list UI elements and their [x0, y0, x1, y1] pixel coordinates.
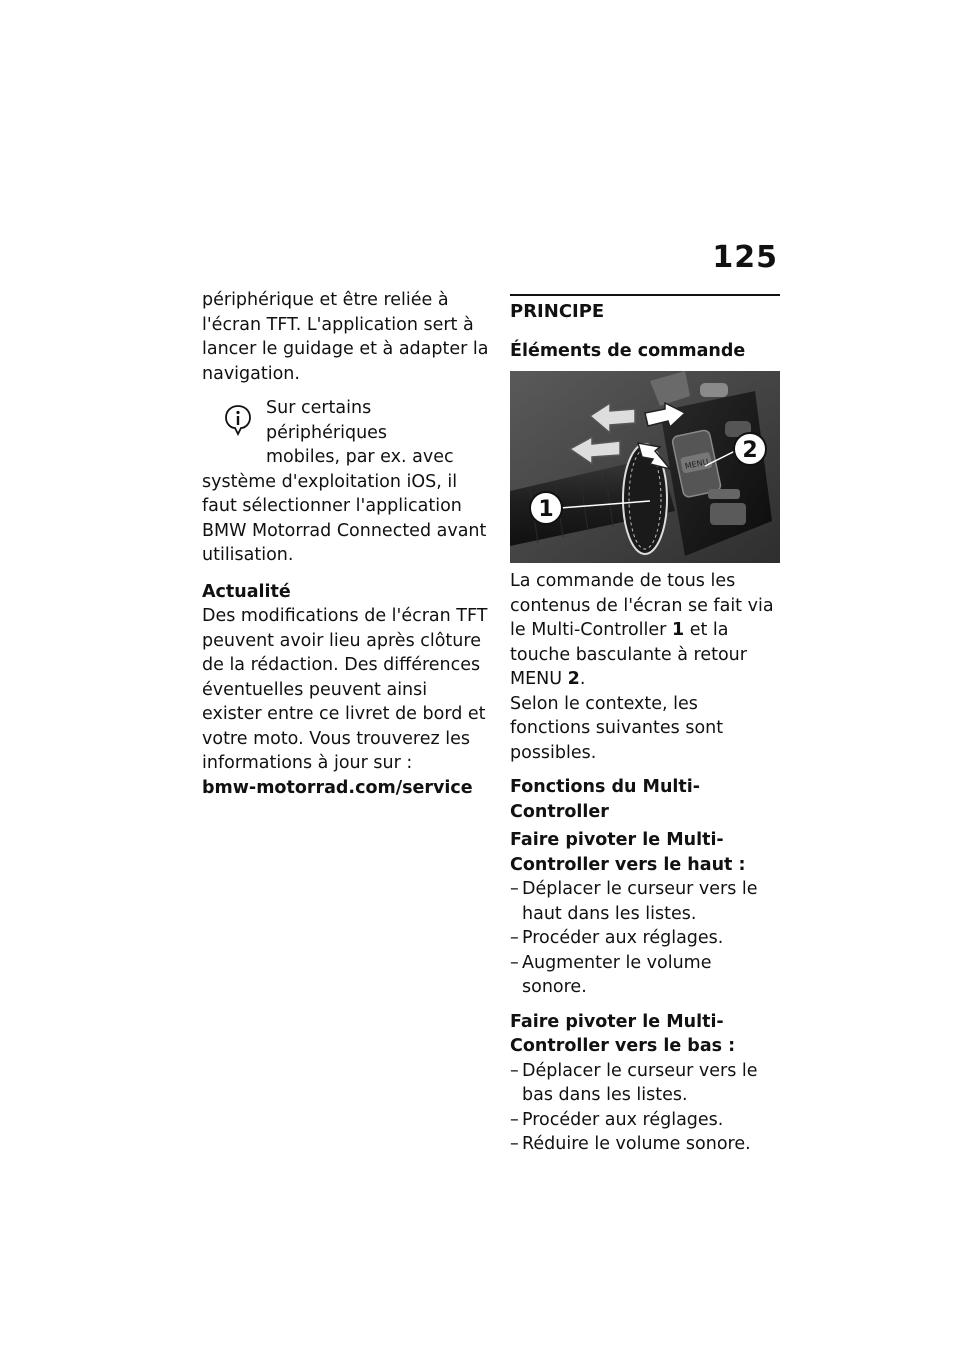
handlebar-illustration — [510, 371, 780, 563]
actualite-heading: Actualité — [202, 581, 291, 602]
description-text-1: La commande de tous les contenus de l'écran se fait via le Multi-Controller — [510, 571, 774, 640]
list-item: – Augmenter le volume sonore. — [510, 951, 780, 1000]
list-item: – Procéder aux réglages. — [510, 926, 780, 951]
info-text-line2: mobiles, par ex. avec — [266, 447, 454, 467]
info-text-rest: système d'exploitation iOS, il faut sélectionner l'application BMW Motorrad Connected avant utilisation. — [202, 471, 487, 565]
intro-paragraph: périphérique et être reliée à l'écran TFT. L'application sert à lancer le guidage et à adapter la navigation. — [202, 290, 489, 384]
description-paragraph — [510, 569, 780, 692]
section-title: PRINCIPE — [510, 301, 605, 322]
info-text-line1: Sur certains périphériques — [266, 398, 388, 443]
subsection-title: Éléments de commande — [510, 340, 746, 361]
menu-label: MENU — [684, 457, 710, 471]
description-text-2: et la touche basculante à retour MENU — [510, 620, 747, 689]
info-note — [202, 396, 492, 568]
description-ref-1: 1 — [671, 620, 685, 640]
description-ref-2: 2 — [567, 669, 580, 689]
list-item: – Déplacer le curseur vers le haut dans les listes. — [510, 877, 780, 926]
callout-2: 2 — [742, 438, 758, 463]
rotate-down-list — [510, 1059, 780, 1157]
service-link[interactable]: bmw-motorrad.com/service — [202, 777, 473, 798]
section-divider — [510, 294, 780, 325]
functions-heading: Fonctions du Multi-Controller — [510, 777, 701, 822]
rotate-up-heading: Faire pivoter le Multi-Controller vers le haut : — [510, 830, 746, 875]
actualite-text: Des modifications de l'écran TFT peuvent avoir lieu après clôture de la rédaction. Des différences éventuelles peuvent ainsi exister entre ce livret de bord et votre moto. Vous trouverez les informations à jour sur : — [202, 606, 488, 773]
list-item: – Déplacer le curseur vers le bas dans les listes. — [510, 1059, 780, 1108]
page-number: 125 — [712, 240, 778, 275]
right-column — [510, 288, 780, 1157]
left-column — [202, 288, 492, 800]
rotate-down-heading: Faire pivoter le Multi-Controller vers le bas : — [510, 1011, 736, 1056]
info-icon — [224, 404, 252, 436]
list-item: – Réduire le volume sonore. — [510, 1132, 780, 1157]
list-item: – Procéder aux réglages. — [510, 1108, 780, 1133]
rotate-up-list — [510, 877, 780, 1000]
description-text-3: . — [579, 669, 586, 689]
callout-1: 1 — [538, 497, 554, 522]
controls-figure — [510, 371, 780, 563]
context-text: Selon le contexte, les fonctions suivantes sont possibles. — [510, 693, 724, 763]
